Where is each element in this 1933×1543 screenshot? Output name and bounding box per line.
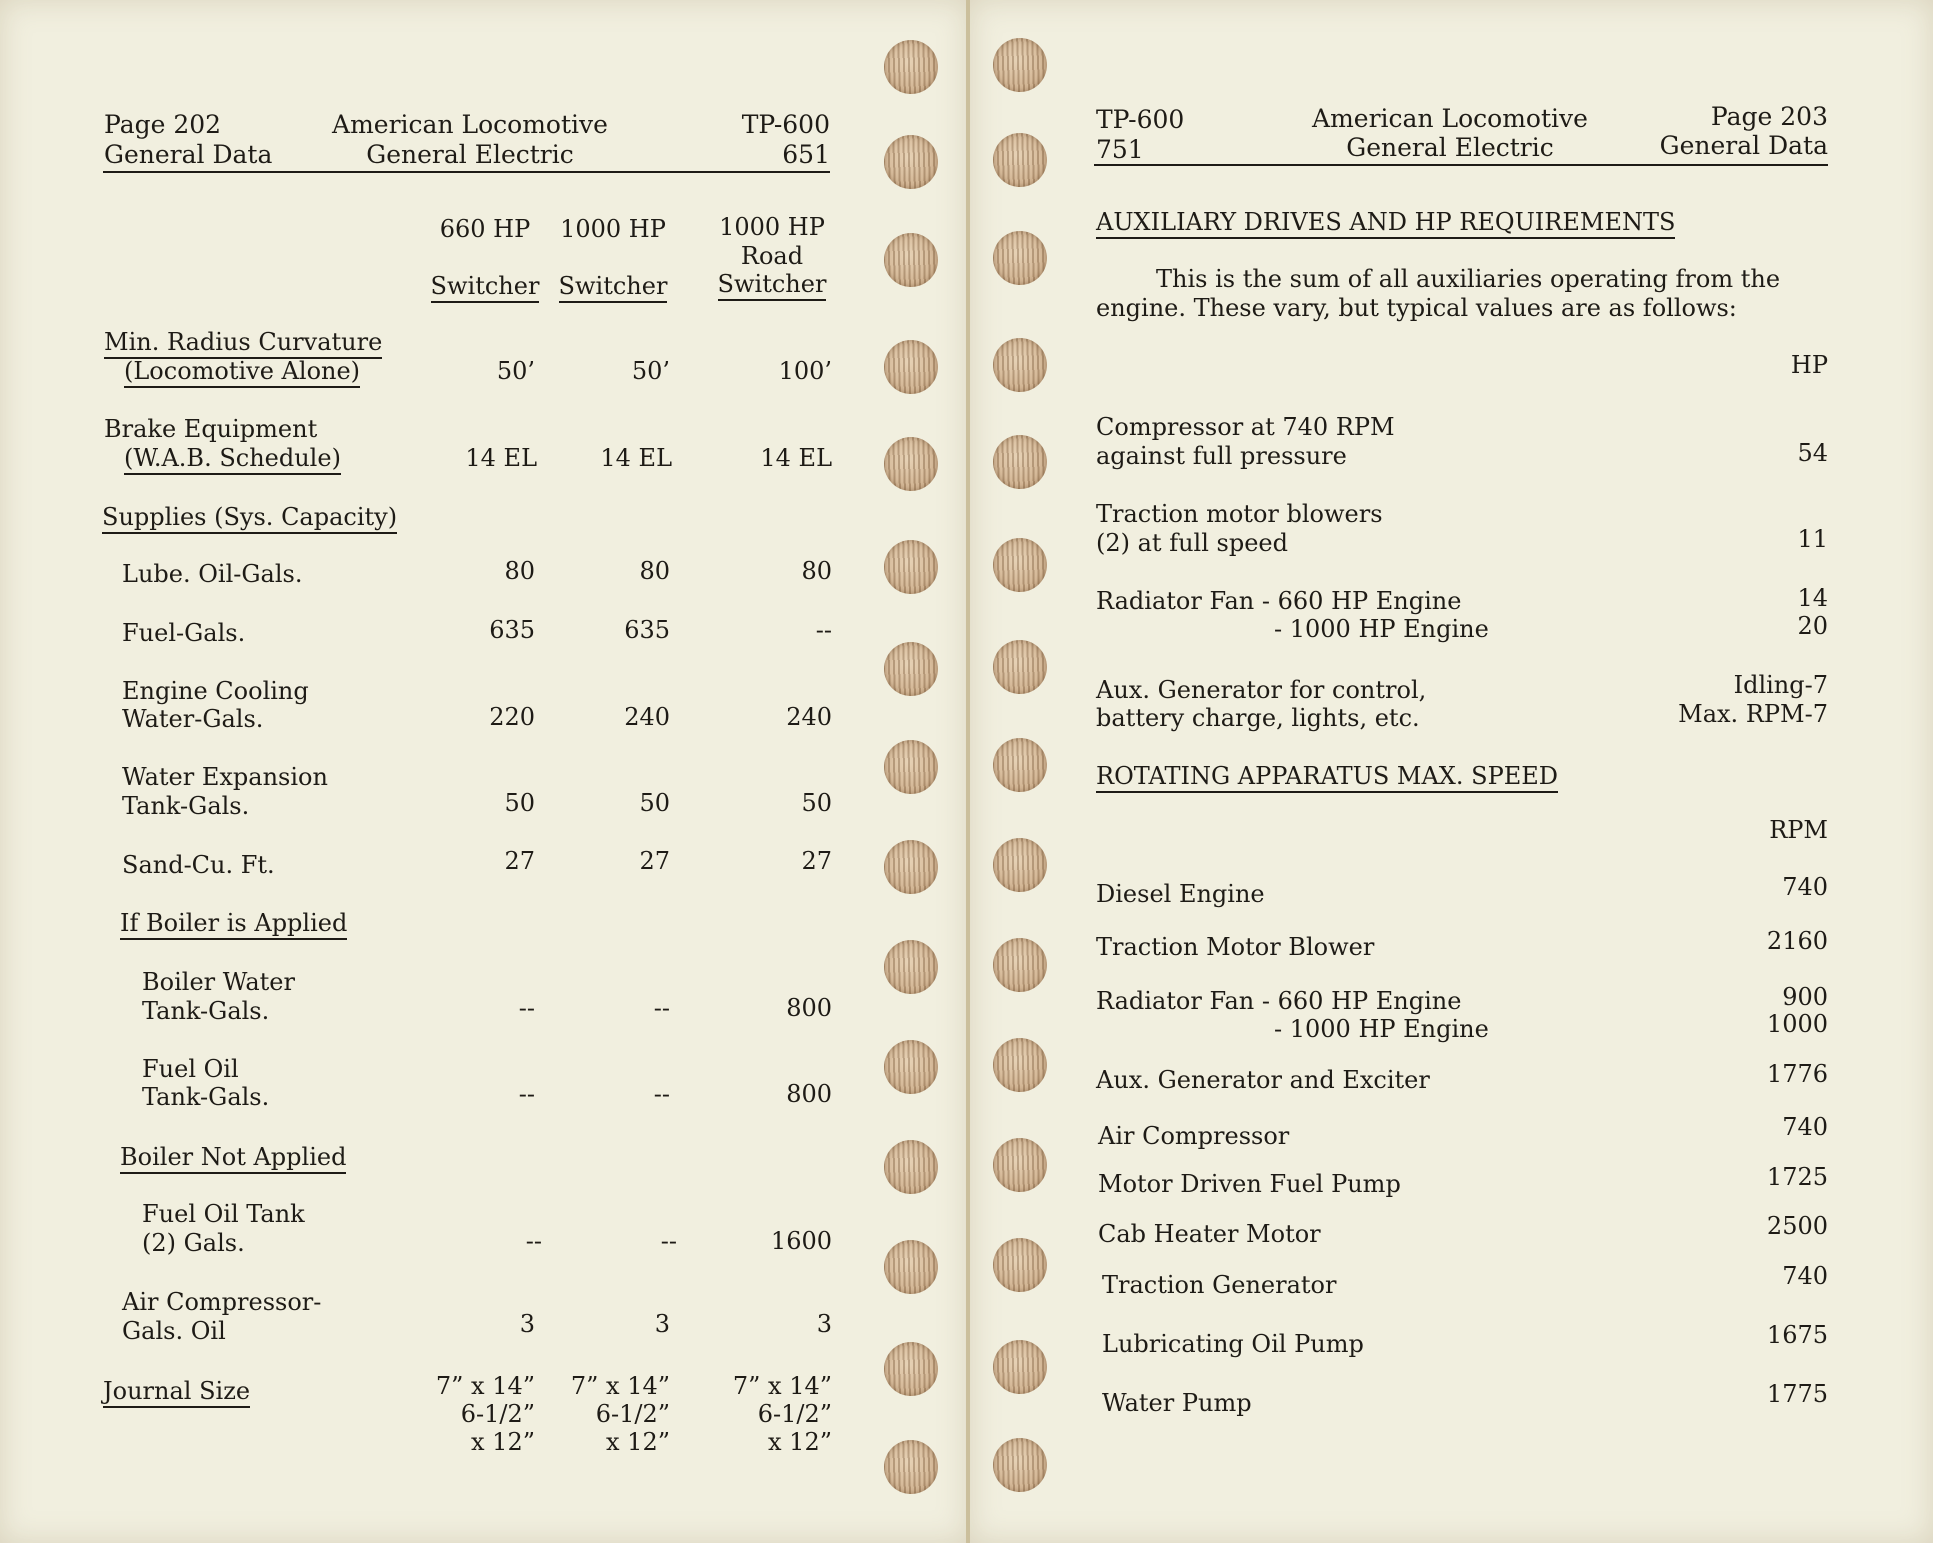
header-rule <box>1094 164 1828 166</box>
air-compressor-label: Air Compressor <box>1098 1122 1290 1150</box>
lube-col1: 80 <box>504 557 535 585</box>
lube-col3: 80 <box>801 557 832 585</box>
rad-fan-rpm-660: 900 <box>1782 983 1828 1011</box>
section-label: General Data <box>1659 131 1828 160</box>
lube-pump-label: Lubricating Oil Pump <box>1102 1330 1364 1358</box>
aux-generator-idling: Idling-7 <box>1733 671 1828 699</box>
aux-generator-label: Aux. Generator for control, <box>1096 676 1427 704</box>
rad-fan-label: Radiator Fan - 660 HP Engine <box>1096 987 1462 1015</box>
maker-line-2: General Electric <box>1346 133 1554 162</box>
cooling-col2: 240 <box>624 703 670 731</box>
fuel-oil-col1: -- <box>518 1080 535 1108</box>
binder-hole <box>993 538 1047 592</box>
binder-hole <box>884 642 938 696</box>
binder-hole <box>884 840 938 894</box>
boiler-water-sublabel: Tank-Gals. <box>142 997 270 1025</box>
diesel-label: Diesel Engine <box>1096 880 1265 908</box>
supplies-heading: Supplies (Sys. Capacity) <box>102 503 397 534</box>
traction-gen-rpm: 740 <box>1782 1262 1828 1290</box>
binder-hole <box>884 40 938 94</box>
binder-hole <box>993 338 1047 392</box>
expansion-col3: 50 <box>801 789 832 817</box>
binder-hole <box>993 738 1047 792</box>
fuel-pump-label: Motor Driven Fuel Pump <box>1098 1170 1401 1198</box>
aux-heading: AUXILIARY DRIVES AND HP REQUIREMENTS <box>1096 208 1675 239</box>
intro-line-1: This is the sum of all auxiliaries operating from the <box>1156 265 1781 293</box>
fuel-oil-col3: 800 <box>786 1080 832 1108</box>
intro-line-2: engine. These vary, but typical values are as follows: <box>1096 294 1737 322</box>
min-radius-label: Min. Radius Curvature <box>104 328 382 359</box>
radiator-fan-hp-1000: 20 <box>1797 612 1828 640</box>
journal-col3-line1: 7” x 14” <box>732 1372 832 1400</box>
fuel-oil-sublabel: Tank-Gals. <box>142 1083 270 1111</box>
radiator-fan-hp-660: 14 <box>1797 584 1828 612</box>
col1-header-line2: Switcher <box>431 272 540 303</box>
boiler-heading: If Boiler is Applied <box>120 909 347 940</box>
cooling-sublabel: Water-Gals. <box>122 705 264 733</box>
brake-col3: 14 EL <box>760 444 832 472</box>
sand-label: Sand-Cu. Ft. <box>122 851 275 879</box>
aux-exciter-label: Aux. Generator and Exciter <box>1096 1066 1430 1094</box>
doc-number: 651 <box>782 140 830 169</box>
diesel-rpm: 740 <box>1782 873 1828 901</box>
lube-pump-rpm: 1675 <box>1766 1321 1828 1349</box>
journal-col3-line3: x 12” <box>768 1428 832 1456</box>
expansion-sublabel: Tank-Gals. <box>122 792 250 820</box>
col3-header-line3: Switcher <box>718 270 827 301</box>
blowers-hp: 11 <box>1797 525 1828 553</box>
fuel-pump-rpm: 1725 <box>1766 1163 1828 1191</box>
min-radius-col1: 50’ <box>496 357 535 385</box>
binder-hole <box>993 38 1047 92</box>
boiler-water-col3: 800 <box>786 994 832 1022</box>
min-radius-col2: 50’ <box>631 357 670 385</box>
air-compressor-rpm: 740 <box>1782 1113 1828 1141</box>
blowers-sublabel: (2) at full speed <box>1096 529 1288 557</box>
journal-col1-line3: x 12” <box>471 1428 535 1456</box>
journal-col1-line2: 6-1/2” <box>460 1400 535 1428</box>
water-pump-label: Water Pump <box>1102 1389 1252 1417</box>
brake-col1: 14 EL <box>465 444 537 472</box>
aux-exciter-rpm: 1776 <box>1766 1060 1828 1088</box>
lube-label: Lube. Oil-Gals. <box>122 560 303 588</box>
journal-label: Journal Size <box>103 1377 250 1408</box>
fuel-oil-label: Fuel Oil <box>142 1055 239 1083</box>
expansion-col2: 50 <box>639 789 670 817</box>
binder-hole <box>884 1240 938 1294</box>
journal-col2-line1: 7” x 14” <box>570 1372 670 1400</box>
header-rule <box>103 171 830 173</box>
fuel-oil-tank-label: Fuel Oil Tank <box>142 1200 305 1228</box>
binder-hole <box>884 1040 938 1094</box>
col3-header-line2: Road <box>740 242 804 270</box>
binder-hole <box>884 540 938 594</box>
boiler-water-col1: -- <box>518 994 535 1022</box>
fuel-oil-col2: -- <box>653 1080 670 1108</box>
col1-header-line1: 660 HP <box>439 215 531 243</box>
cooling-label: Engine Cooling <box>122 677 309 705</box>
hp-header: HP <box>1790 351 1828 379</box>
rad-fan-rpm-1000: 1000 <box>1766 1010 1828 1038</box>
air-comp-col3: 3 <box>816 1310 832 1338</box>
aux-generator-max: Max. RPM-7 <box>1678 700 1828 728</box>
binder-hole <box>884 740 938 794</box>
doc-code: TP-600 <box>1096 105 1185 134</box>
fuel-col2: 635 <box>624 616 670 644</box>
doc-number: 751 <box>1096 135 1144 164</box>
tm-blower-rpm: 2160 <box>1766 927 1828 955</box>
binder-hole <box>993 133 1047 187</box>
cab-heater-rpm: 2500 <box>1766 1212 1828 1240</box>
col2-header-line1: 1000 HP <box>560 215 666 243</box>
cooling-col1: 220 <box>489 703 535 731</box>
binder-hole <box>884 940 938 994</box>
lube-col2: 80 <box>639 557 670 585</box>
binder-hole <box>884 233 938 287</box>
radiator-fan-sublabel: - 1000 HP Engine <box>1274 615 1489 643</box>
fuel-oil-tank-col3: 1600 <box>770 1227 832 1255</box>
rpm-header: RPM <box>1769 816 1828 844</box>
brake-col2: 14 EL <box>600 444 672 472</box>
expansion-col1: 50 <box>504 789 535 817</box>
air-comp-col2: 3 <box>654 1310 670 1338</box>
page-number: Page 202 <box>104 110 222 139</box>
min-radius-col3: 100’ <box>778 357 832 385</box>
rot-heading: ROTATING APPARATUS MAX. SPEED <box>1096 762 1558 793</box>
sand-col3: 27 <box>801 847 832 875</box>
binder-hole <box>993 838 1047 892</box>
col2-header-line2: Switcher <box>559 272 668 303</box>
binder-hole <box>993 1038 1047 1092</box>
right-page <box>970 0 1933 1543</box>
air-comp-sublabel: Gals. Oil <box>122 1317 226 1345</box>
col3-header-line1: 1000 HP <box>719 213 825 241</box>
binder-hole <box>993 1138 1047 1192</box>
boiler-water-col2: -- <box>653 994 670 1022</box>
blowers-label: Traction motor blowers <box>1096 500 1383 528</box>
brake-label: Brake Equipment <box>104 415 318 443</box>
fuel-col1: 635 <box>489 616 535 644</box>
sand-col1: 27 <box>504 847 535 875</box>
binder-hole <box>884 1140 938 1194</box>
binder-hole <box>993 1340 1047 1394</box>
binder-hole <box>993 231 1047 285</box>
binder-hole <box>993 1238 1047 1292</box>
binder-hole <box>884 135 938 189</box>
radiator-fan-label: Radiator Fan - 660 HP Engine <box>1096 587 1462 615</box>
journal-col2-line3: x 12” <box>606 1428 670 1456</box>
section-label: General Data <box>104 140 273 169</box>
fuel-oil-tank-col1: -- <box>525 1227 542 1255</box>
fuel-label: Fuel-Gals. <box>122 619 246 647</box>
binder-hole <box>993 1438 1047 1492</box>
binder-hole <box>993 640 1047 694</box>
journal-col2-line2: 6-1/2” <box>595 1400 670 1428</box>
binder-hole <box>884 1342 938 1396</box>
cab-heater-label: Cab Heater Motor <box>1098 1220 1321 1248</box>
fuel-col3: -- <box>815 616 832 644</box>
maker-line-2: General Electric <box>366 140 574 169</box>
binder-hole <box>993 938 1047 992</box>
expansion-label: Water Expansion <box>122 763 328 791</box>
tm-blower-label: Traction Motor Blower <box>1096 933 1375 961</box>
sand-col2: 27 <box>639 847 670 875</box>
compressor-label: Compressor at 740 RPM <box>1096 413 1395 441</box>
air-comp-label: Air Compressor- <box>122 1288 322 1316</box>
binder-hole <box>993 435 1047 489</box>
brake-sublabel: (W.A.B. Schedule) <box>124 444 341 475</box>
min-radius-sublabel: (Locomotive Alone) <box>124 357 360 388</box>
cooling-col3: 240 <box>786 703 832 731</box>
fuel-oil-tank-sublabel: (2) Gals. <box>142 1229 245 1257</box>
maker-line-1: American Locomotive <box>332 110 608 139</box>
aux-generator-sublabel: battery charge, lights, etc. <box>1096 704 1420 732</box>
binder-hole <box>884 437 938 491</box>
water-pump-rpm: 1775 <box>1766 1380 1828 1408</box>
journal-col1-line1: 7” x 14” <box>435 1372 535 1400</box>
fuel-oil-tank-col2: -- <box>660 1227 677 1255</box>
boiler-water-label: Boiler Water <box>142 968 295 996</box>
binder-hole <box>884 340 938 394</box>
maker-line-1: American Locomotive <box>1312 104 1588 133</box>
air-comp-col1: 3 <box>519 1310 535 1338</box>
no-boiler-heading: Boiler Not Applied <box>120 1143 346 1174</box>
rad-fan-sublabel: - 1000 HP Engine <box>1274 1015 1489 1043</box>
traction-gen-label: Traction Generator <box>1102 1271 1337 1299</box>
page-number: Page 203 <box>1710 102 1828 131</box>
compressor-hp: 54 <box>1797 439 1828 467</box>
doc-code: TP-600 <box>741 110 830 139</box>
journal-col3-line2: 6-1/2” <box>757 1400 832 1428</box>
compressor-sublabel: against full pressure <box>1096 442 1347 470</box>
binder-hole <box>884 1440 938 1494</box>
